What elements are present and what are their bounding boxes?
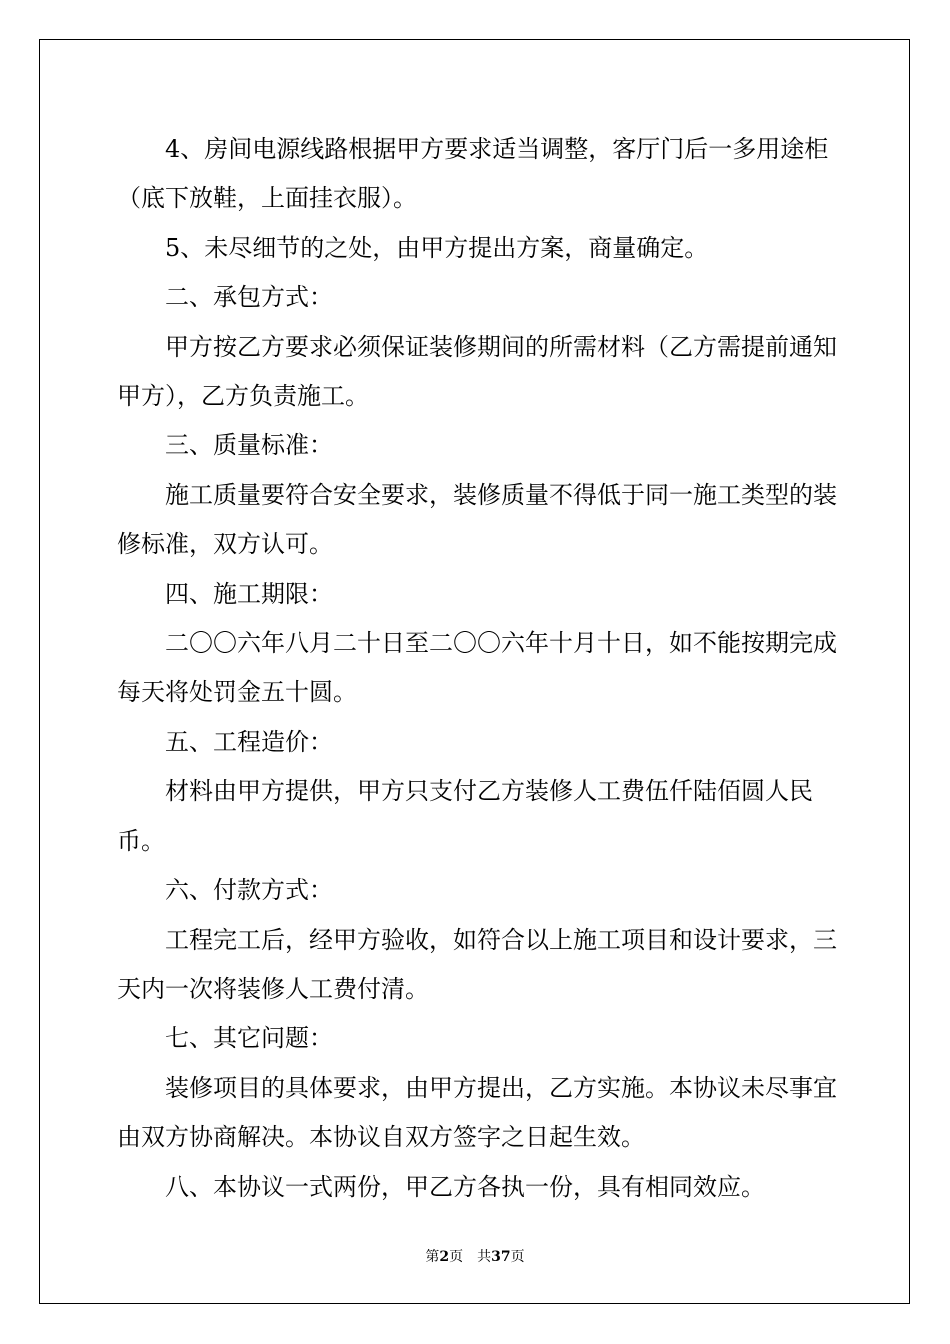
paragraph-construction-period: 二〇〇六年八月二十日至二〇〇六年十月十日，如不能按期完成每天将处罚金五十圆。 [117, 629, 837, 707]
paragraph-payment-method: 工程完工后，经甲方验收，如符合以上施工项目和设计要求，三天内一次将装修人工费付清。 [117, 925, 837, 1003]
section-heading-quality-standard: 三、质量标准： [165, 431, 333, 460]
paragraph-item-5: 5、未尽细节的之处，由甲方提出方案，商量确定。 [165, 233, 709, 262]
paragraph-other-issues: 装修项目的具体要求，由甲方提出，乙方实施。本协议未尽事宜由双方协商解决。本协议自双方签字之日起生效。 [117, 1073, 837, 1152]
paragraph-project-cost: 材料由甲方提供，甲方只支付乙方装修人工费伍仟陆佰圆人民币。 [117, 777, 813, 855]
footer-current-page: 2 [439, 1249, 450, 1265]
footer-total-pages: 37 [491, 1249, 511, 1265]
section-heading-payment-method: 六、付款方式： [165, 876, 333, 905]
section-heading-contract-method: 二、承包方式： [165, 283, 333, 312]
page-footer [0, 1246, 950, 1266]
paragraph-copies: 八、本协议一式两份，甲乙方各执一份，具有相同效应。 [165, 1172, 765, 1201]
section-heading-construction-period: 四、施工期限： [165, 579, 333, 608]
section-heading-other-issues: 七、其它问题： [165, 1024, 333, 1053]
section-heading-project-cost: 五、工程造价： [165, 727, 333, 756]
paragraph-contract-method: 甲方按乙方要求必须保证装修期间的所需材料（乙方需提前通知甲方），乙方负责施工。 [117, 332, 837, 411]
document-body [117, 125, 839, 1212]
footer-middle: 页 共 [449, 1249, 492, 1265]
footer-suffix: 页 [510, 1249, 525, 1265]
footer-prefix: 第 [425, 1249, 440, 1265]
paragraph-item-4: 4、房间电源线路根据甲方要求适当调整，客厅门后一多用途柜（底下放鞋，上面挂衣服）。 [117, 135, 829, 213]
paragraph-quality-standard: 施工质量要符合安全要求，装修质量不得低于同一施工类型的装修标准，双方认可。 [117, 480, 837, 559]
